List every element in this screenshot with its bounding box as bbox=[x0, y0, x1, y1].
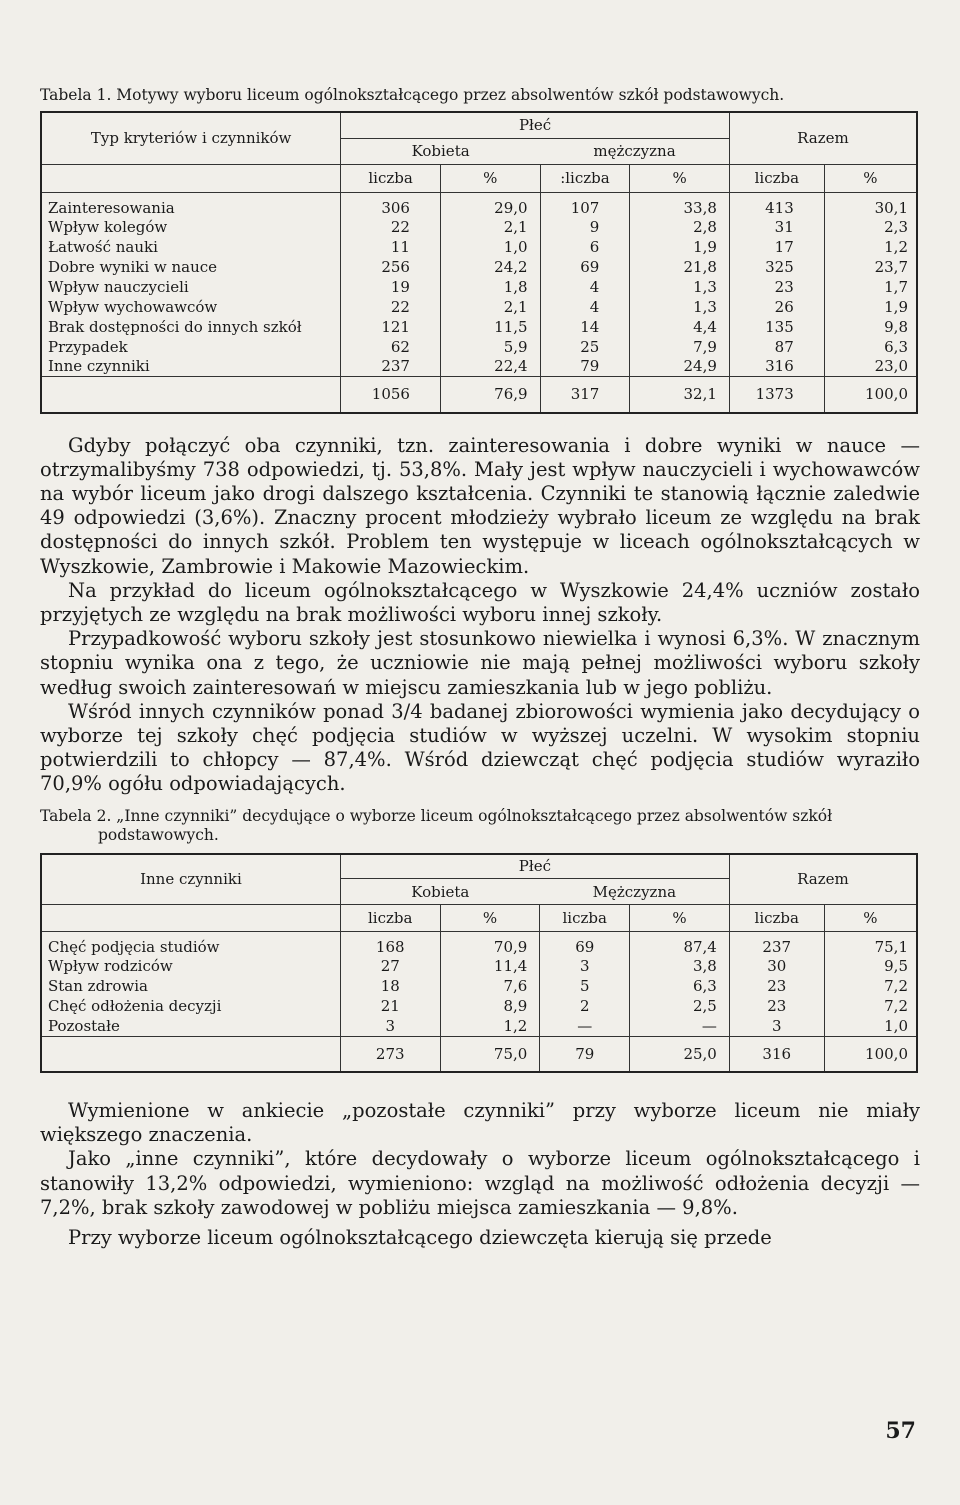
table2-total-m-n: 79 bbox=[540, 1036, 630, 1072]
body-text-2 bbox=[40, 1099, 920, 1250]
table1-cell-label: Wpływ wychowawców bbox=[41, 297, 341, 317]
table2-head-total: Razem bbox=[729, 854, 917, 905]
table2-cell-r-p: 1,0 bbox=[824, 1016, 917, 1036]
table1-cell-k-n: 62 bbox=[390, 337, 410, 356]
table2-head-female: Kobieta bbox=[411, 882, 470, 901]
table2-total-m-p: 25,0 bbox=[630, 1036, 730, 1072]
table1-cell-k-n: 237 bbox=[381, 357, 410, 376]
table2-cell-r-n: 237 bbox=[729, 932, 824, 957]
page-number: 57 bbox=[885, 1418, 916, 1444]
table1-cell-k-p: 2,1 bbox=[440, 297, 540, 317]
paragraph: Przypadkowość wyboru szkoły jest stosunkowo niewielka i wynosi 6,3%. W znacznym stopniu wynika ona z tego, że uczniowie nie mają pełnej możliwości wyboru szkoły według swoich zainteresowań w miejscu zamieszkania lub w jego pobliżu. bbox=[40, 627, 920, 699]
table1-cell-label: Łatwość nauki bbox=[41, 237, 341, 257]
table2-total-label bbox=[41, 1036, 340, 1072]
table1-head-pct: % bbox=[440, 164, 540, 192]
table1-cell-r-n: 23 bbox=[729, 277, 824, 297]
table2-total-k-p: 75,0 bbox=[440, 1036, 540, 1072]
table2-total-k-n: 273 bbox=[340, 1036, 440, 1072]
table2-cell-r-n: 23 bbox=[729, 976, 824, 996]
table1-cell-k-p: 1,8 bbox=[440, 277, 540, 297]
table1-cell-r-n: 325 bbox=[729, 257, 824, 277]
table1-cell-r-n: 31 bbox=[729, 217, 824, 237]
table2-head-count: liczba bbox=[340, 905, 440, 932]
table1-head-total: Razem bbox=[729, 112, 917, 164]
table2-cell-m-p: 2,5 bbox=[630, 996, 730, 1016]
table1-cell-r-p: 9,8 bbox=[824, 317, 917, 337]
table1-cell-r-p: 30,1 bbox=[824, 192, 917, 217]
table2-cell-label: Wpływ rodziców bbox=[41, 956, 340, 976]
table1-cell-m-p: 1,3 bbox=[630, 297, 730, 317]
table1-cell-m-n: 6 bbox=[540, 237, 630, 257]
page bbox=[40, 86, 920, 1250]
table2-head-sex: Płeć bbox=[340, 854, 729, 879]
table1-cell-r-n: 413 bbox=[729, 192, 824, 217]
table-row bbox=[41, 956, 917, 976]
table1-cell-k-p: 11,5 bbox=[440, 317, 540, 337]
table1-cell-k-p: 29,0 bbox=[440, 192, 540, 217]
table1-total-m-p: 32,1 bbox=[630, 377, 730, 413]
table2-cell-label: Chęć odłożenia decyzji bbox=[41, 996, 340, 1016]
table-row bbox=[41, 237, 917, 257]
table1-cell-label: Inne czynniki bbox=[41, 357, 341, 377]
table2-cell-k-p: 8,9 bbox=[440, 996, 540, 1016]
table2-head-criteria: Inne czynniki bbox=[41, 854, 340, 905]
table1-cell-r-p: 1,9 bbox=[824, 297, 917, 317]
table-row bbox=[41, 257, 917, 277]
table1-head-male: mężczyzna bbox=[593, 142, 676, 160]
paragraph: Wymienione w ankiecie „pozostałe czynniki” przy wyborze liceum nie miały większego znaczenia. bbox=[40, 1099, 920, 1147]
table1-total-r-p: 100,0 bbox=[824, 377, 917, 413]
table2-cell-label: Stan zdrowia bbox=[41, 976, 340, 996]
table1-cell-r-n: 87 bbox=[729, 337, 824, 357]
table1-cell-k-p: 2,1 bbox=[440, 217, 540, 237]
paragraph: Przy wyborze liceum ogólnokształcącego dziewczęta kierują się przede bbox=[68, 1226, 772, 1250]
table1-cell-label: Wpływ kolegów bbox=[41, 217, 341, 237]
table1-cell-m-n: 4 bbox=[540, 297, 630, 317]
table2-cell-m-n: 2 bbox=[540, 996, 630, 1016]
table1-cell-r-p: 1,2 bbox=[824, 237, 917, 257]
table1-total-r-n: 1373 bbox=[729, 377, 824, 413]
table1-cell-m-n: 107 bbox=[540, 192, 630, 217]
table1-cell-label: Przypadek bbox=[41, 337, 341, 357]
table1-total-k-n: 1056 bbox=[341, 377, 441, 413]
table1-cell-r-p: 23,7 bbox=[824, 257, 917, 277]
table1-cell-k-n: 22 bbox=[390, 217, 410, 236]
table-row bbox=[41, 277, 917, 297]
table1-cell-k-n: 306 bbox=[381, 198, 410, 217]
table1-head-sex: Płeć bbox=[341, 112, 730, 138]
table-row bbox=[41, 217, 917, 237]
table1-cell-m-p: 4,4 bbox=[630, 317, 730, 337]
table1-head-criteria: Typ kryteriów i czynników bbox=[41, 112, 341, 164]
table-row bbox=[41, 1016, 917, 1036]
table1-cell-k-p: 1,0 bbox=[440, 237, 540, 257]
table2-cell-m-p: 3,8 bbox=[630, 956, 730, 976]
table1 bbox=[40, 111, 918, 414]
paragraph: Wśród innych czynników ponad 3/4 badanej zbiorowości wymienia jako decydujący o wyborze tej szkoły chęć podjęcia studiów w wyższej uczelni. W wysokim stopniu potwierdzili to chłopcy — 87,4%. Wśród dziewcząt chęć podjęcia studiów wyraziło 70,9% ogółu odpowiadających. bbox=[40, 699, 920, 796]
table1-cell-k-n: 19 bbox=[390, 277, 410, 296]
table-row bbox=[41, 357, 917, 377]
table2-head-count: liczba bbox=[729, 905, 824, 932]
table2-total-r-n: 316 bbox=[729, 1036, 824, 1072]
table1-cell-k-n: 11 bbox=[390, 237, 410, 256]
table1-total-m-n: 317 bbox=[540, 377, 630, 413]
table1-cell-r-n: 26 bbox=[729, 297, 824, 317]
table2-cell-m-p: 6,3 bbox=[630, 976, 730, 996]
table1-head-empty bbox=[41, 164, 341, 192]
table1-cell-m-n: 25 bbox=[540, 337, 630, 357]
table2-cell-k-p: 7,6 bbox=[440, 976, 540, 996]
table1-cell-label: Zainteresowania bbox=[41, 192, 341, 217]
table2-cell-k-p: 70,9 bbox=[440, 932, 540, 957]
table1-cell-m-p: 7,9 bbox=[630, 337, 730, 357]
table2-cell-m-n: 69 bbox=[540, 932, 630, 957]
table2-cell-k-n: 168 bbox=[375, 938, 405, 957]
table1-caption: Tabela 1. Motywy wyboru liceum ogólnokształcącego przez absolwentów szkół podstawowych. bbox=[40, 86, 785, 104]
table1-cell-label: Brak dostępności do innych szkół bbox=[41, 317, 341, 337]
table1-total-label bbox=[41, 377, 341, 413]
table1-cell-k-p: 5,9 bbox=[440, 337, 540, 357]
table2-cell-k-n: 18 bbox=[380, 977, 400, 996]
table1-cell-k-n: 121 bbox=[381, 317, 410, 336]
table2-head-pct: % bbox=[824, 905, 917, 932]
table2-cell-k-p: 11,4 bbox=[440, 956, 540, 976]
table2-cell-m-n: — bbox=[540, 1016, 630, 1036]
table1-cell-k-n: 256 bbox=[381, 257, 410, 276]
table2-cell-r-n: 23 bbox=[729, 996, 824, 1016]
table1-cell-r-n: 316 bbox=[729, 357, 824, 377]
table1-head-count: liczba bbox=[341, 164, 441, 192]
table1-cell-k-p: 24,2 bbox=[440, 257, 540, 277]
table2-cell-label: Pozostałe bbox=[41, 1016, 340, 1036]
table2-cell-r-p: 75,1 bbox=[824, 932, 917, 957]
table2-cell-k-n: 21 bbox=[380, 997, 400, 1016]
paragraph: Jako „inne czynniki”, które decydowały o wyborze liceum ogólnokształcącego i stanowiły 13,2% odpowiedzi, wymieniono: wzgląd na możliwość odłożenia decyzji — 7,2%, brak szkoły zawodowej w pobliżu miejsca zamieszkania — 9,8%. bbox=[40, 1147, 920, 1219]
table1-cell-m-p: 21,8 bbox=[630, 257, 730, 277]
table-row bbox=[41, 932, 917, 957]
table2-cell-r-n: 3 bbox=[729, 1016, 824, 1036]
table2-cell-r-p: 9,5 bbox=[824, 956, 917, 976]
table2-total-r-p: 100,0 bbox=[824, 1036, 917, 1072]
table1-head-count: liczba bbox=[729, 164, 824, 192]
table1-cell-r-p: 6,3 bbox=[824, 337, 917, 357]
table1-head-pct: % bbox=[824, 164, 917, 192]
body-text-1 bbox=[40, 434, 920, 797]
table2-cell-m-n: 3 bbox=[540, 956, 630, 976]
table2-head-empty bbox=[41, 905, 340, 932]
table1-cell-m-p: 33,8 bbox=[630, 192, 730, 217]
table1-cell-m-p: 2,8 bbox=[630, 217, 730, 237]
table1-cell-m-p: 24,9 bbox=[630, 357, 730, 377]
table1-head-pct: % bbox=[630, 164, 730, 192]
table1-total-k-p: 76,9 bbox=[440, 377, 540, 413]
table2-cell-label: Chęć podjęcia studiów bbox=[41, 932, 340, 957]
table-row bbox=[41, 976, 917, 996]
table2-cell-r-n: 30 bbox=[729, 956, 824, 976]
table2-cell-m-p: 87,4 bbox=[630, 932, 730, 957]
table1-cell-k-n: 22 bbox=[390, 297, 410, 316]
table2-caption: Tabela 2. „Inne czynniki” decydujące o wyborze liceum ogólnokształcącego przez absolwentów szkół podstawowych. bbox=[40, 806, 833, 844]
table1-cell-m-n: 14 bbox=[540, 317, 630, 337]
table2-cell-r-p: 7,2 bbox=[824, 996, 917, 1016]
table1-cell-r-n: 135 bbox=[729, 317, 824, 337]
table1-cell-m-n: 69 bbox=[540, 257, 630, 277]
table1-cell-m-n: 4 bbox=[540, 277, 630, 297]
table1-cell-r-p: 2,3 bbox=[824, 217, 917, 237]
table1-cell-r-n: 17 bbox=[729, 237, 824, 257]
table2-cell-k-n: 3 bbox=[385, 1016, 395, 1035]
table1-cell-label: Dobre wyniki w nauce bbox=[41, 257, 341, 277]
table1-cell-label: Wpływ nauczycieli bbox=[41, 277, 341, 297]
table-row bbox=[41, 337, 917, 357]
table2-head-pct: % bbox=[440, 905, 540, 932]
table-row bbox=[41, 192, 917, 217]
paragraph: Na przykład do liceum ogólnokształcącego w Wyszkowie 24,4% uczniów zostało przyjętych ze względu na brak możliwości wyboru innej szkoły. bbox=[40, 578, 920, 626]
table1-head-female: Kobieta bbox=[411, 142, 470, 160]
table-row bbox=[41, 317, 917, 337]
table1-cell-m-n: 9 bbox=[540, 217, 630, 237]
table1-head-count: :liczba bbox=[540, 164, 630, 192]
table2-head-male: Mężczyzna bbox=[592, 882, 677, 901]
table1-cell-m-p: 1,9 bbox=[630, 237, 730, 257]
table2-head-count: liczba bbox=[540, 905, 630, 932]
table2-cell-r-p: 7,2 bbox=[824, 976, 917, 996]
table1-cell-r-p: 23,0 bbox=[824, 357, 917, 377]
table1-cell-r-p: 1,7 bbox=[824, 277, 917, 297]
table2 bbox=[40, 853, 918, 1074]
table1-cell-m-n: 79 bbox=[540, 357, 630, 377]
table2-cell-m-p: — bbox=[630, 1016, 730, 1036]
paragraph: Gdyby połączyć oba czynniki, tzn. zainteresowania i dobre wyniki w nauce — otrzymalibyśmy 738 odpowiedzi, tj. 53,8%. Mały jest wpływ nauczycieli i wychowawców na wybór liceum jako drogi dalszego kształcenia. Czynniki te stanowią łącznie zaledwie 49 odpowiedzi (3,6%). Znaczny procent młodzieży wybrało liceum ze względu na brak dostępności do innych szkół. Problem ten występuje w liceach ogólnokształcących w Wyszkowie, Zambrowie i Makowie Mazowieckim. bbox=[40, 433, 920, 578]
table2-cell-k-n: 27 bbox=[380, 957, 400, 976]
table2-head-pct: % bbox=[630, 905, 730, 932]
table1-cell-m-p: 1,3 bbox=[630, 277, 730, 297]
table2-cell-m-n: 5 bbox=[540, 976, 630, 996]
table-row bbox=[41, 297, 917, 317]
table2-cell-k-p: 1,2 bbox=[440, 1016, 540, 1036]
table1-cell-k-p: 22,4 bbox=[440, 357, 540, 377]
table-row bbox=[41, 996, 917, 1016]
